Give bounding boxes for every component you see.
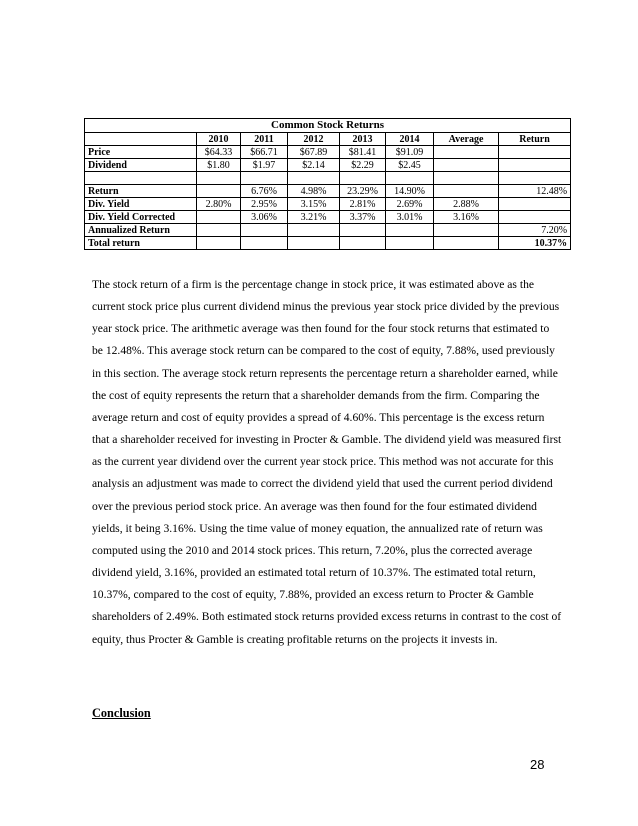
header-cell: 2010 bbox=[197, 133, 241, 146]
table-cell: 3.37% bbox=[340, 211, 386, 224]
table-cell bbox=[434, 146, 499, 159]
table-cell bbox=[434, 172, 499, 185]
table-cell: 3.16% bbox=[434, 211, 499, 224]
table-cell bbox=[386, 172, 434, 185]
header-cell: 2014 bbox=[386, 133, 434, 146]
body-text bbox=[92, 274, 562, 651]
table-cell bbox=[499, 198, 571, 211]
table-cell bbox=[241, 172, 288, 185]
table-cell: 23.29% bbox=[340, 185, 386, 198]
table-cell: 2.88% bbox=[434, 198, 499, 211]
table-cell: $81.41 bbox=[340, 146, 386, 159]
page-number: 28 bbox=[530, 757, 545, 772]
table-row bbox=[85, 211, 571, 224]
table-cell bbox=[340, 172, 386, 185]
table-cell bbox=[434, 224, 499, 237]
row-label: Dividend bbox=[85, 159, 197, 172]
table-cell bbox=[499, 159, 571, 172]
table-cell bbox=[340, 237, 386, 250]
table-row bbox=[85, 159, 571, 172]
table-row bbox=[85, 224, 571, 237]
table-cell bbox=[197, 172, 241, 185]
header-cell: 2011 bbox=[241, 133, 288, 146]
table-cell bbox=[499, 146, 571, 159]
table-cell: 4.98% bbox=[288, 185, 340, 198]
table-cell bbox=[197, 237, 241, 250]
table-cell: 14.90% bbox=[386, 185, 434, 198]
table-cell: 12.48% bbox=[499, 185, 571, 198]
table-cell: 3.21% bbox=[288, 211, 340, 224]
row-label: Div. Yield Corrected bbox=[85, 211, 197, 224]
table-cell: 3.15% bbox=[288, 198, 340, 211]
table-cell: 2.69% bbox=[386, 198, 434, 211]
table-row bbox=[85, 185, 571, 198]
table-cell bbox=[241, 237, 288, 250]
header-cell bbox=[85, 133, 197, 146]
table-cell: 2.81% bbox=[340, 198, 386, 211]
table-cell: 6.76% bbox=[241, 185, 288, 198]
table-cell: $2.45 bbox=[386, 159, 434, 172]
table-cell bbox=[340, 224, 386, 237]
table-cell bbox=[434, 237, 499, 250]
table-cell bbox=[288, 237, 340, 250]
table-cell bbox=[499, 172, 571, 185]
table-cell bbox=[288, 172, 340, 185]
table-row bbox=[85, 146, 571, 159]
table-cell: $1.97 bbox=[241, 159, 288, 172]
table-cell: $66.71 bbox=[241, 146, 288, 159]
body-paragraph: The stock return of a firm is the percentage change in stock price, it was estimated above as the current stock price plus current dividend minus the previous year stock price divided by the previous year stock price. The arithmetic average was then found for the four stock returns that estimated to be 12.48%. This average stock return can be compared to the cost of equity, 7.88%, used previously in this section. The average stock return represents the percentage return a shareholder earned, while the cost of equity represents the return that a shareholder demands from the firm. Comparing the average return and cost of equity provides a spread of 4.60%. This percentage is the excess return that a shareholder received for investing in Procter & Gamble. The dividend yield was measured first as the current year dividend over the current year stock price. This method was not accurate for this analysis an adjustment was made to correct the dividend yield that used the current period dividend over the previous period stock price. An average was then found for the four estimated dividend yields, it being 3.16%. Using the time value of money equation, the annualized rate of return was computed using the 2010 and 2014 stock prices. This return, 7.20%, plus the corrected average dividend yield, 3.16%, provided an estimated total return of 10.37%. The estimated total return, 10.37%, compared to the cost of equity, 7.88%, provided an excess return to Procter & Gamble shareholders of 2.49%. Both estimated stock returns provided excess returns in contrast to the cost of equity, thus Procter & Gamble is creating profitable returns on the projects it invests in. bbox=[92, 278, 562, 646]
table-cell: 2.80% bbox=[197, 198, 241, 211]
table-cell bbox=[197, 185, 241, 198]
table-cell bbox=[434, 185, 499, 198]
table-row bbox=[85, 237, 571, 250]
table-title: Common Stock Returns bbox=[85, 119, 571, 133]
table-header-row bbox=[85, 133, 571, 146]
table-cell bbox=[386, 224, 434, 237]
table-cell: $2.14 bbox=[288, 159, 340, 172]
row-label: Price bbox=[85, 146, 197, 159]
table-cell: 7.20% bbox=[499, 224, 571, 237]
table-cell: 3.06% bbox=[241, 211, 288, 224]
table-cell bbox=[434, 159, 499, 172]
table-cell: $1.80 bbox=[197, 159, 241, 172]
table-cell: 3.01% bbox=[386, 211, 434, 224]
header-cell: Return bbox=[499, 133, 571, 146]
header-cell: 2012 bbox=[288, 133, 340, 146]
row-label: Return bbox=[85, 185, 197, 198]
table-cell bbox=[197, 224, 241, 237]
table-cell: 10.37% bbox=[499, 237, 571, 250]
row-label: Total return bbox=[85, 237, 197, 250]
row-label bbox=[85, 172, 197, 185]
header-cell: 2013 bbox=[340, 133, 386, 146]
table-cell: $64.33 bbox=[197, 146, 241, 159]
row-label: Div. Yield bbox=[85, 198, 197, 211]
section-heading: Conclusion bbox=[92, 706, 151, 720]
table-cell bbox=[241, 224, 288, 237]
common-stock-returns-table bbox=[84, 118, 571, 250]
table-cell: $91.09 bbox=[386, 146, 434, 159]
table-cell: 2.95% bbox=[241, 198, 288, 211]
table-cell bbox=[197, 211, 241, 224]
table-row bbox=[85, 172, 571, 185]
table-row bbox=[85, 198, 571, 211]
table-cell: $2.29 bbox=[340, 159, 386, 172]
row-label: Annualized Return bbox=[85, 224, 197, 237]
header-cell: Average bbox=[434, 133, 499, 146]
table-cell bbox=[386, 237, 434, 250]
table-cell bbox=[499, 211, 571, 224]
table-cell: $67.89 bbox=[288, 146, 340, 159]
table-cell bbox=[288, 224, 340, 237]
